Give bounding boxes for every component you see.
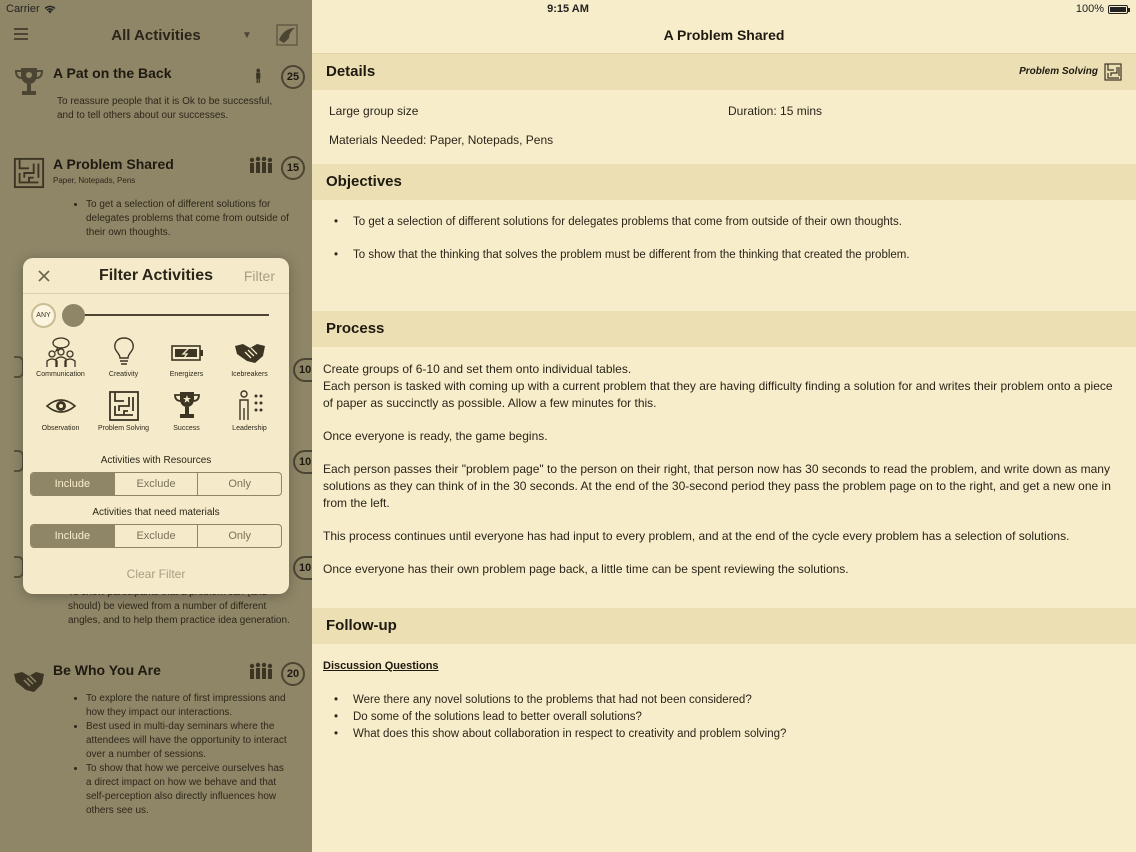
- category-label: Energizers: [169, 371, 204, 378]
- list-item[interactable]: [0, 156, 312, 246]
- maze-icon: [13, 157, 45, 189]
- maze-icon: [107, 390, 141, 422]
- list-item[interactable]: [0, 65, 312, 135]
- eye-icon: [44, 390, 78, 422]
- category-label: Creativity: [108, 371, 139, 378]
- category-label: Problem Solving: [98, 425, 149, 432]
- lightbulb-icon: [107, 336, 141, 368]
- process-paragraph: Create groups of 6-10 and set them onto individual tables. Each person is tasked with coming up with a current problem that they are having difficulty finding a solution for and writes their problem onto a piece of paper as succinctly as possible. Allow a few minutes for this.: [323, 362, 1113, 410]
- activity-materials: Paper, Notepads, Pens: [53, 176, 136, 185]
- resources-include-segment[interactable]: Include: [31, 473, 115, 495]
- dropdown-triangle-icon[interactable]: ▼: [242, 30, 252, 41]
- group-icon: [248, 156, 274, 178]
- trophy-icon: [12, 65, 46, 99]
- process-paragraph: Once everyone is ready, the game begins.: [323, 429, 548, 443]
- objective-item: • To show that the thinking that solves the problem must be different from the thinking that created the problem.: [334, 247, 1124, 264]
- category-label: Observation: [41, 425, 80, 432]
- objective-item: • To get a selection of different solutions for delegates problems that come from outside of their own thoughts.: [334, 214, 1124, 231]
- activity-title: A Problem Shared: [53, 156, 174, 172]
- filter-header: [23, 258, 289, 294]
- battery-icon: [1108, 5, 1128, 14]
- process-header: [312, 311, 1136, 347]
- activity-title: Be Who You Are: [53, 662, 161, 678]
- handshake-icon: [12, 664, 46, 698]
- bird-logo-icon[interactable]: [276, 24, 298, 46]
- materials-needed: Materials Needed: Paper, Notepads, Pens: [329, 133, 554, 147]
- duration-badge: 10: [293, 450, 312, 474]
- question-item: • Were there any novel solutions to the problems that had not been considered?: [334, 692, 1124, 709]
- any-badge: ANY: [31, 303, 56, 328]
- category-label: Communication: [36, 371, 85, 378]
- activity-bullet: • To show that how we perceive ourselves has a direct impact on how we behave and that self-perception also directly influences how others see us.: [86, 762, 290, 818]
- trophy-icon: [170, 390, 204, 422]
- battery-charge-icon: [170, 336, 204, 368]
- group-icon: [248, 662, 274, 684]
- apply-filter-button[interactable]: Filter: [243, 268, 275, 284]
- clear-filter-button[interactable]: Clear Filter: [126, 567, 186, 581]
- duration-badge: 20: [281, 662, 305, 686]
- category-label: Success: [173, 425, 200, 432]
- slider-thumb[interactable]: [62, 304, 85, 327]
- process-paragraph: Once everyone has their own problem page back, a little time can be spent reviewing the solutions.: [323, 562, 849, 576]
- resources-exclude-segment[interactable]: Exclude: [115, 473, 199, 495]
- single-person-icon: [252, 65, 270, 87]
- duration-badge: 10: [293, 358, 312, 382]
- activity-bullet: • Best used in multi-day seminars where the attendees will have the opportunity to interact over a number of sessions.: [86, 720, 290, 762]
- category-energizers[interactable]: [155, 336, 218, 390]
- duration-badge: 15: [281, 156, 305, 180]
- materials-include-segment[interactable]: Include: [31, 525, 115, 547]
- materials-exclude-segment[interactable]: Exclude: [115, 525, 199, 547]
- resources-only-segment[interactable]: Only: [228, 478, 251, 490]
- handshake-icon: [233, 336, 267, 368]
- category-observation[interactable]: [29, 390, 92, 444]
- category-leadership[interactable]: [218, 390, 281, 444]
- status-bar: [0, 0, 1136, 18]
- clock: 9:15 AM: [547, 3, 589, 15]
- question-item: • What does this show about collaboration in respect to creativity and problem solving?: [334, 726, 1124, 743]
- questions-list: [334, 692, 1124, 743]
- process-paragraph: This process continues until everyone has had input to every problem, and at the end of the cycle every problem has a selection of solutions.: [323, 529, 1070, 543]
- process-paragraph: Each person passes their "problem page" to the person on their right, that person now has 30 seconds to read the problem, and write down as many solutions as they can think of in the 30 seconds. At the end of the 30-second period they pass the problem page on to the right, and get a new one in from the left.: [323, 462, 1111, 510]
- filter-popover: [23, 258, 289, 594]
- category-communication[interactable]: [29, 336, 92, 390]
- discussion-questions-label: Discussion Questions: [323, 660, 439, 672]
- category-problem-solving[interactable]: [92, 390, 155, 444]
- group-size-slider[interactable]: [31, 303, 281, 329]
- category-creativity[interactable]: [92, 336, 155, 390]
- activity-detail: [312, 0, 1136, 852]
- category-icebreakers[interactable]: [218, 336, 281, 390]
- battery-percent: 100%: [1075, 3, 1104, 15]
- objectives-header: [312, 164, 1136, 200]
- materials-only-segment[interactable]: Only: [228, 530, 251, 542]
- section-title: Objectives: [326, 173, 402, 190]
- section-title: Follow-up: [326, 617, 397, 634]
- detail-title: A Problem Shared: [663, 27, 785, 43]
- group-size: Large group size: [329, 104, 419, 118]
- category-tag: Problem Solving: [1019, 66, 1098, 77]
- duration-badge: 25: [281, 65, 305, 89]
- category-label: Icebreakers: [231, 371, 268, 378]
- materials-label: Activities that need materials: [92, 507, 220, 518]
- filter-title: Filter Activities: [98, 267, 214, 284]
- resources-segmented-control: [30, 472, 282, 496]
- activity-bullets: [68, 692, 290, 818]
- list-item[interactable]: [0, 662, 312, 832]
- activity-title: A Pat on the Back: [53, 65, 172, 81]
- duration: Duration: 15 mins: [728, 104, 823, 118]
- sidebar-title[interactable]: All Activities: [111, 27, 201, 44]
- slider-track[interactable]: [65, 314, 269, 316]
- activity-bullet: • To explore the nature of first impressions and how they impact our interactions.: [86, 692, 290, 720]
- category-grid: [29, 336, 283, 444]
- activity-description: To reassure people that it is Ok to be successful, and to tell others about our successes.: [57, 96, 273, 121]
- resources-label: Activities with Resources: [100, 455, 212, 466]
- carrier-label: Carrier: [6, 3, 40, 15]
- maze-icon: [1104, 63, 1122, 81]
- activity-bullets: [68, 198, 290, 240]
- category-label: Leadership: [232, 425, 267, 432]
- category-success[interactable]: [155, 390, 218, 444]
- duration-badge: 10: [293, 556, 312, 580]
- detail-nav-bar: [312, 18, 1136, 54]
- leader-icon: [233, 390, 267, 422]
- sidebar-nav-bar: [0, 18, 312, 54]
- materials-segmented-control: [30, 524, 282, 548]
- communication-icon: [44, 336, 78, 368]
- activity-description: should) be viewed from a number of different angles, and to help them practice idea generation.: [68, 601, 290, 626]
- activity-bullet: • To get a selection of different solutions for delegates problems that come from outside of their own thoughts.: [86, 198, 290, 240]
- objectives-list: [334, 214, 1124, 264]
- question-item: • Do some of the solutions lead to better overall solutions?: [334, 709, 1124, 726]
- section-title: Process: [326, 320, 385, 337]
- battery-info: [1076, 3, 1128, 15]
- followup-header: [312, 608, 1136, 644]
- details-header: [312, 54, 1136, 90]
- section-title: Details: [326, 63, 376, 80]
